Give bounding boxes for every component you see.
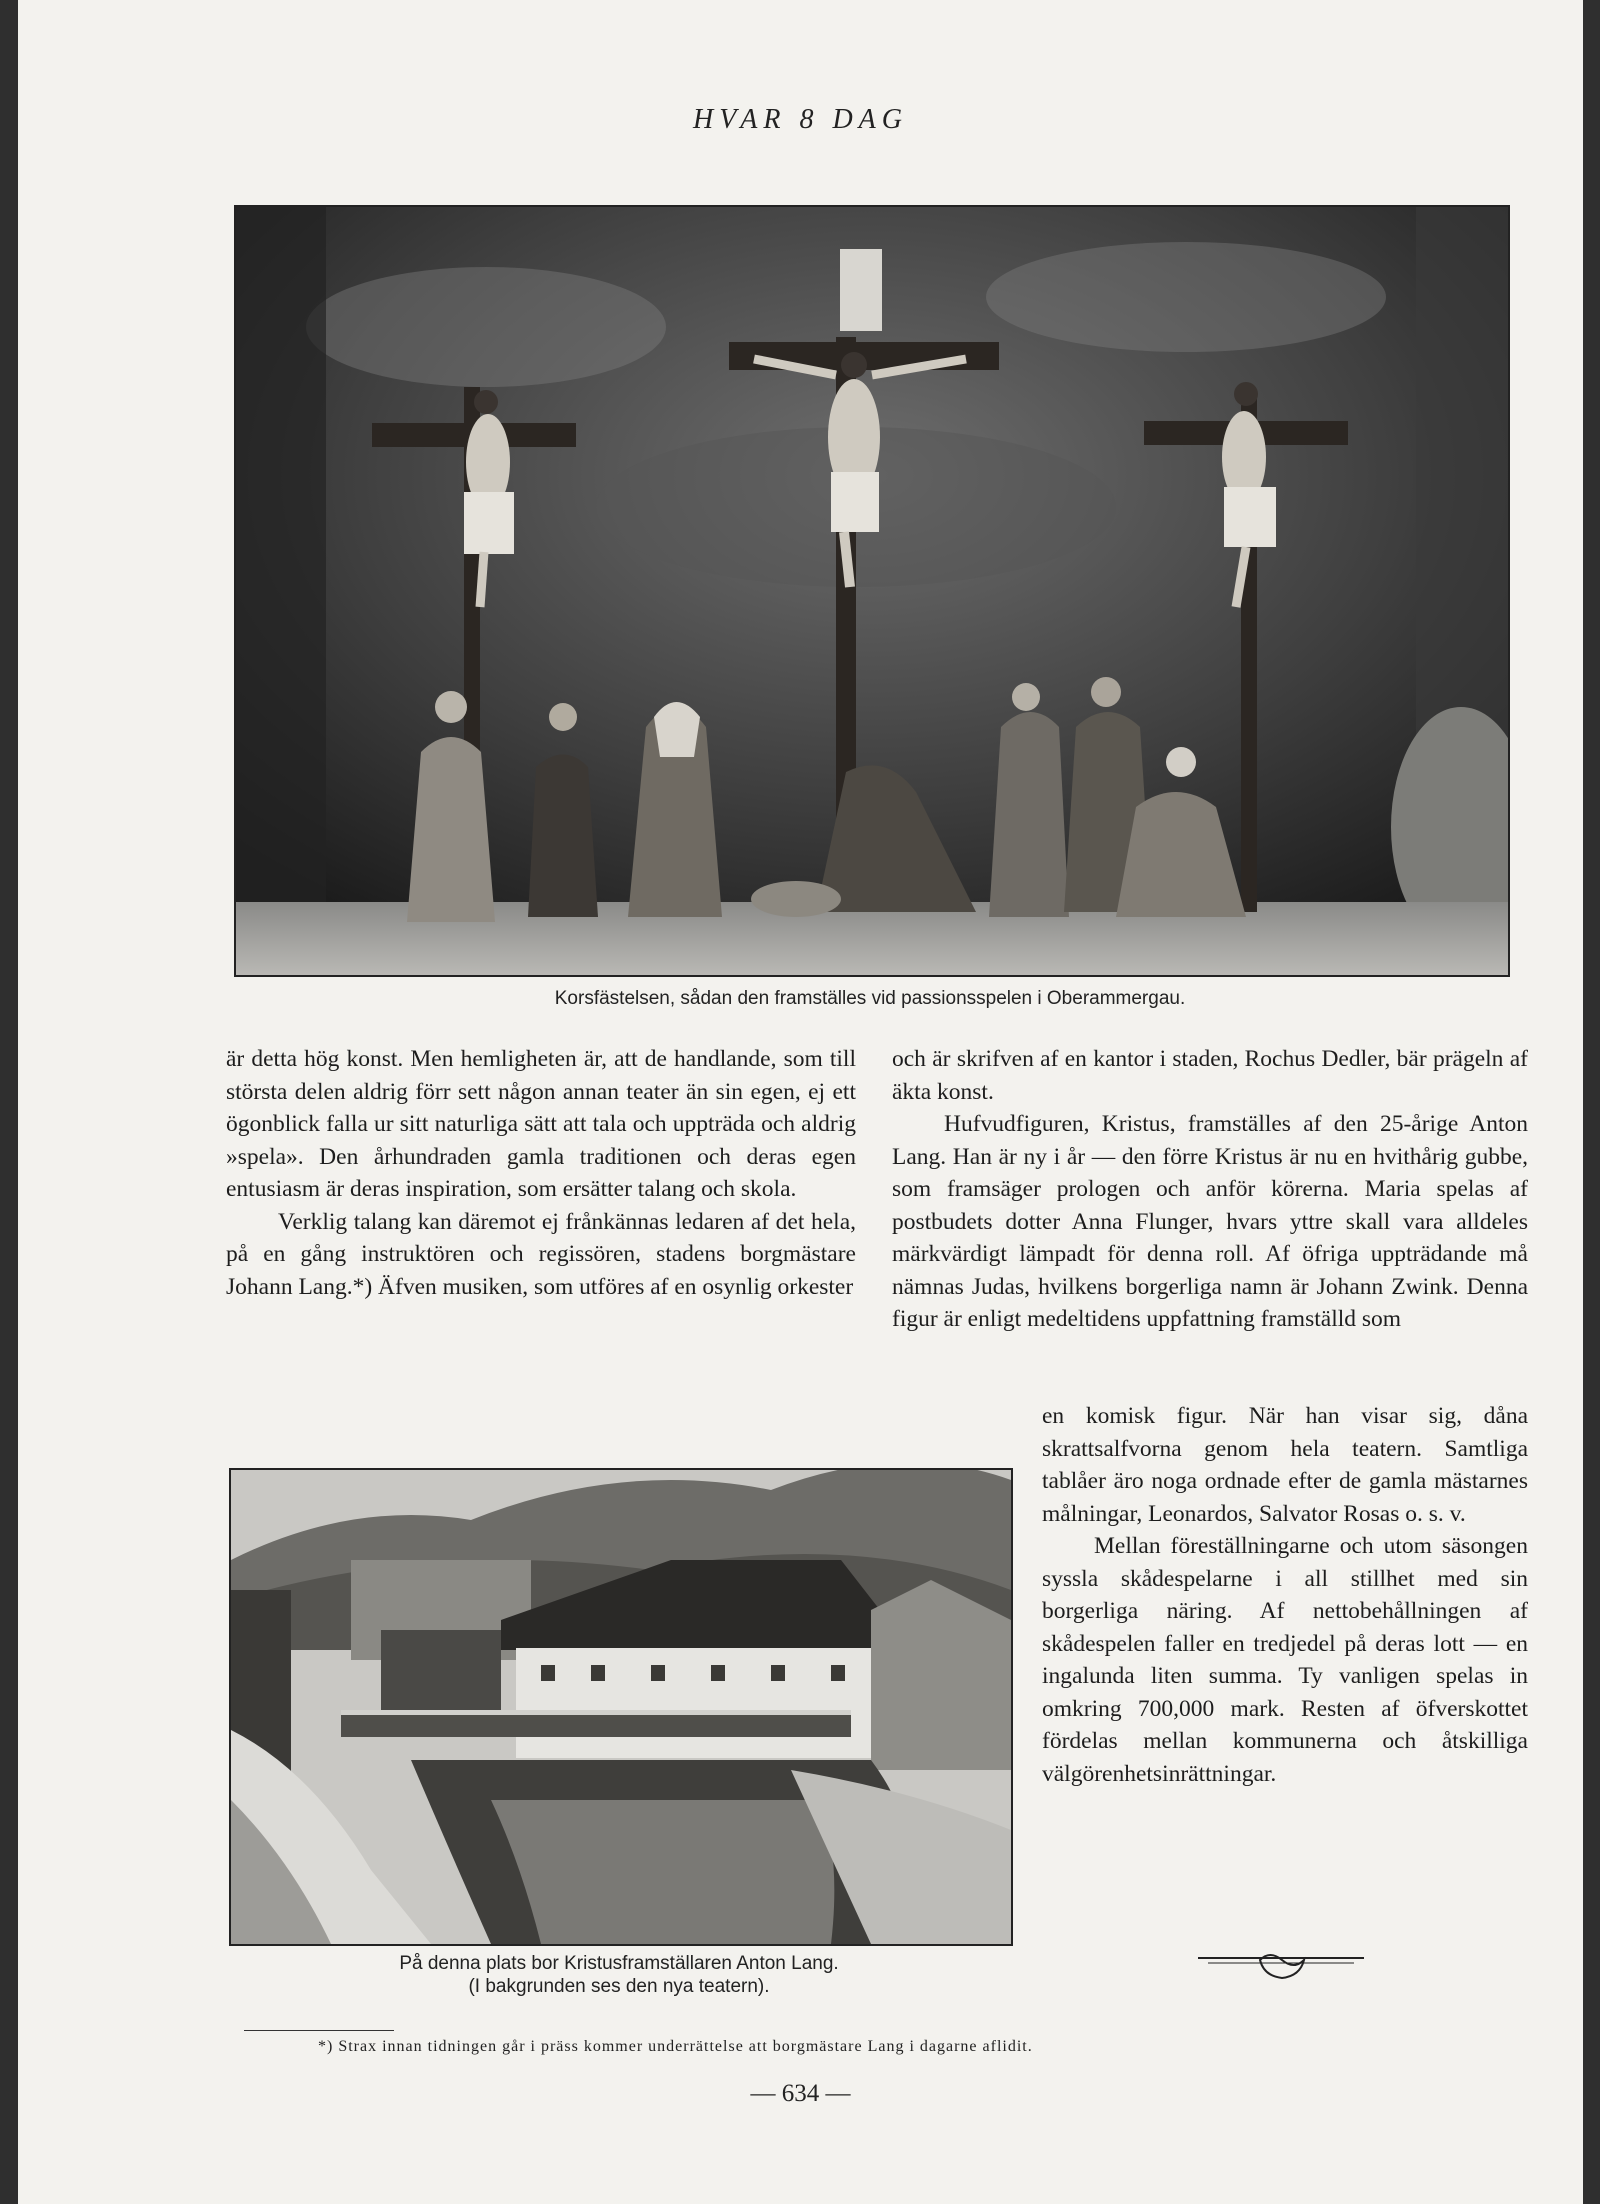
crucifixion-photo [234, 205, 1510, 977]
paragraph: Verklig talang kan däremot ej frånkännas ledaren af det hela, på en gång instruktören och regissören, stadens borgmästare Johann Lang.*) Äfven musiken, som utföres af en osynlig orkester [226, 1208, 856, 1300]
page-header: HVAR 8 DAG [693, 104, 908, 135]
house-caption-line-1: På denna plats bor Kristusframställaren Anton Lang. [399, 1953, 839, 1974]
footnote-rule [244, 2030, 394, 2031]
house-caption-line-2: (I bakgrunden ses den nya teatern). [468, 1976, 770, 1997]
right-text-column [892, 1043, 1528, 1336]
footnote: *) Strax innan tidningen går i präss kommer underrättelse att borgmästare Lang i dagarne aflidit. [318, 2038, 1033, 2055]
crucifixion-caption: Korsfästelsen, sådan den framställes vid passionsspelen i Oberammergau. [554, 988, 1186, 1009]
paragraph: och är skrifven af en kantor i staden, Rochus Dedler, bär prägeln af äkta konst. [892, 1046, 1528, 1105]
paragraph: en komisk figur. När han visar sig, dåna skrattsalfvorna genom hela teatern. Samtliga tablåer äro noga ordnade efter de gamla mästarnes målningar, Leonardos, Salvator Rosas o. s. v. [1042, 1403, 1528, 1527]
magazine-page [18, 0, 1583, 2204]
paragraph: Hufvudfiguren, Kristus, framställes af den 25-årige Anton Lang. Han är ny i år — den förre Kristus är nu en hvithårig gubbe, som framsäger prologen och anför körerna. Maria spelas af postbudets dotter Anna Flunger, hvars yttre skall vara alldeles märkvärdigt lämpadt för denna roll. Af öfriga uppträdande må nämnas Judas, hvilkens borgerliga namn är Johann Zwink. Denna figur är enligt medeltidens uppfattning framställd som [892, 1111, 1528, 1332]
paragraph: är detta hög konst. Men hemligheten är, att de handlande, som till största delen aldrig förr sett någon annan teater än sin egen, ej ett ögonblick falla ur sitt naturliga sätt att tala och uppträda och aldrig »spela». Den århundraden gamla traditionen och deras egen entusiasm är deras inspiration, som ersätter talang och skola. [226, 1046, 856, 1202]
page-number: — 634 — [750, 2080, 851, 2107]
decorative-ornament-icon [1198, 1950, 1364, 1986]
left-text-column [226, 1043, 856, 1303]
right-narrow-text-column [1042, 1400, 1528, 1790]
house-photo [229, 1468, 1013, 1946]
house-caption [229, 1952, 1009, 1998]
paragraph: Mellan föreställningarne och utom säsongen syssla skådespelarne i all stillhet med sin borgerliga näring. Af nettobehållningen af skådespelen faller en tredjedel på deras lott — en ingalunda liten summa. Ty vanligen spelas in omkring 700,000 mark. Resten af öfverskottet fördelas mellan kommunerna och åtskilliga välgörenhetsinrättningar. [1042, 1533, 1528, 1787]
